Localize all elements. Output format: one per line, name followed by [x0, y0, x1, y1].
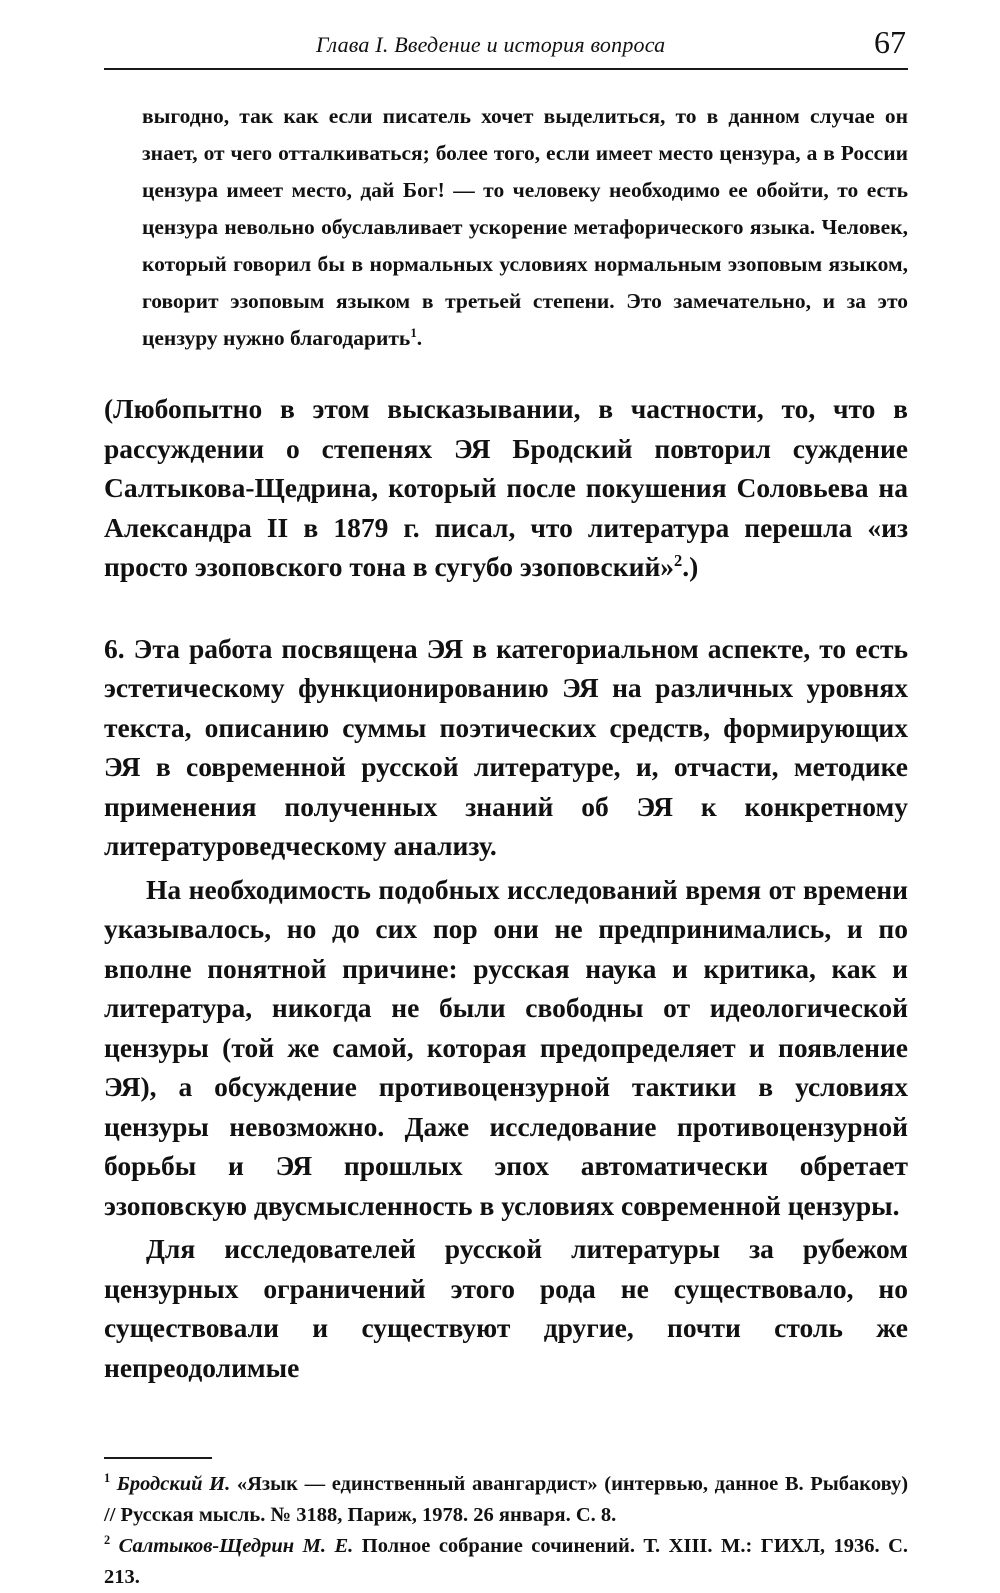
paragraph-researchers: Для исследователей русской литературы за рубежом цензурных ограничений этого рода не существовало, но существовали и существуют другие, почти столь же непреодолимые [104, 1233, 908, 1383]
paragraph-remark [104, 389, 908, 587]
book-page [104, 22, 908, 1593]
quote-text: выгодно, так как если писатель хочет выделиться, то в данном случае он знает, от чего отталкиваться; более того, если имеет место цензура, а в России цензура имеет место, дай Бог! — то человеку необходимо ее обойти, то есть цензура невольно обуславливает ускорение метафорического языка. Человек, который говорил бы в нормальных условиях нормальным эзоповым языком, говорит эзоповым языком в третьей степени. Это замечательно, и за это цензуру нужно благодарить [142, 104, 908, 350]
footnote-number: 2 [104, 1533, 111, 1548]
paragraph-necessity: На необходимость подобных исследований время от времени указывалось, но до сих пор они не предпринимались, и по вполне понятной причине: русская наука и критика, как и литература, никогда не были свободны от идеологической цензуры (той же самой, которая предопределяет и появление ЭЯ), а обсуждение противоцензурной тактики в условиях цензуры невозможно. Даже исследование противоцензурной борьбы и ЭЯ прошлых эпох автоматически обретает эзоповскую двусмысленность в условиях современной цензуры. [104, 873, 908, 1221]
paragraph-section-6: 6. Эта работа посвящена ЭЯ в категориальном аспекте, то есть эстетическому функционированию ЭЯ на различных уровнях текста, описанию суммы поэтических средств, формирующих ЭЯ в современной русской литературе, и, отчасти, методике применения полученных знаний об ЭЯ к конкретному литературоведческому анализу. [104, 632, 908, 861]
block-quote [142, 98, 908, 357]
footnote-text: Полное собрание сочинений. Т. XIII. М.: ГИХЛ, 1936. С. 213. [104, 1535, 909, 1588]
remark-text: (Любопытно в этом высказывании, в частности, то, что в рассуждении о степенях ЭЯ Бродский повторил суждение Салтыкова-Щедрина, который после покушения Соловьева на Александра II в 1879 г. писал, что литература перешла «из просто эзоповского тона в сугубо эзоповский» [104, 393, 908, 582]
remark-end: .) [682, 551, 699, 582]
footnotes [104, 1469, 908, 1593]
footnote-ref-2: 2 [674, 550, 683, 570]
footnote-author: Бродский И. [116, 1473, 231, 1495]
quote-end: . [416, 326, 423, 350]
footnote-1 [104, 1469, 908, 1531]
page-number: 67 [874, 24, 906, 60]
footnote-text: «Язык — единственный авангардист» (интервью, данное В. Рыбакову) // Русская мысль. № 3188, Париж, 1978. 26 января. С. 8. [104, 1473, 909, 1526]
footnote-2 [104, 1531, 908, 1593]
footnote-ref-1: 1 [410, 325, 417, 340]
footnote-divider [104, 1457, 212, 1459]
footnote-author: Салтыков-Щедрин М. Е. [118, 1535, 354, 1557]
running-title: Глава I. Введение и история вопроса [316, 32, 666, 57]
footnote-number: 1 [104, 1471, 111, 1486]
page-header [104, 22, 908, 70]
